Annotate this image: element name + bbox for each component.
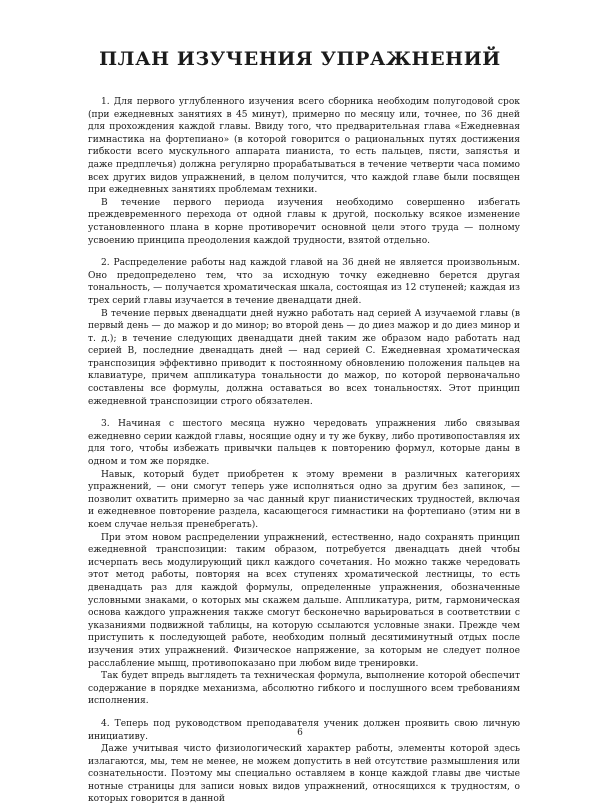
paragraph-3: 2. Распределение работы над каждой главой на 36 дней не является произвольным. Оно предопределено тем, что за исходную точку ежедневно берется другая тональность, — получается хроматическая шкала, состоящая из 12 ступеней; каждая из трех серий главы изучается в течение двенадцати дней. [88, 258, 520, 306]
paragraph-2: В течение первого периода изучения необходимо совершенно избегать преждевременного перехода от одной главы к другой, поскольку всякое изменение установленного плана в корне противоречит основной цели этого труда — полному усвоению принципа преодоления каждой трудности, взятой отдельно. [88, 197, 520, 246]
paragraph-4: В течение первых двенадцати дней нужно работать над серией А изучаемой главы (в первый день — до мажор и до минор; во второй день — до диез мажор и до диез минор и т. д.); в течение следующих двенадцати дней таким же образом надо работать над серией В, последние двенадцать дней — над серией С. Ежедневная хроматическая транспозиция эффективно приводит к постоянному обновлению положения пальцев на клавиатуре, причем аппликатура тональности до мажор, по которой первоначально составлены все формулы, должна оставаться во всех тональностях. Этот принцип ежедневной транспозиции строго обязателен. [88, 308, 520, 407]
paragraph-8: Так будет впредь выглядеть та техническая формула, выполнение которой обеспечит содержание в порядке механизма, абсолютно гибкого и послушного всем требованиям исполнения. [88, 671, 520, 707]
paragraph-9: 4. Теперь под руководством преподавателя ученик должен проявить свою личную инициативу. [88, 718, 520, 742]
paragraph-5: 3. Начиная с шестого месяца нужно чередовать упражнения либо связывая ежедневно серии каждой главы, носящие одну и ту же букву, либо противопоставляя их для того, чтобы избежать привычки пальцев к повторению формул, которые даны в одном и том же порядке. [88, 419, 520, 468]
page-title: ПЛАН ИЗУЧЕНИЯ УПРАЖНЕНИЙ [99, 48, 501, 70]
paragraph-1: 1. Для первого углубленного изучения всего сборника необходим полугодовой срок (при ежедневных занятиях в 45 минут), примерно по месяцу или, точнее, по 36 дней для прохождения каждой главы. Ввиду того, что предварительная глава «Ежедневная гимнастика на фортепиано» (в которой говорится о рациональных путях достижения гибкости всего мускульного аппарата пианиста, то есть пальцев, пясти, запястья и даже предплечья) должна регулярно прорабатываться в течение четверти часа помимо всех других видов упражнений, в целом получится, что каждой главе были посвящен при ежедневных занятиях проблемам техники. [88, 97, 520, 196]
text-body [88, 96, 520, 806]
paragraph-6: Навык, который будет приобретен к этому времени в различных категориях упражнений, — они смогут теперь уже исполняться одно за другим без запинок, — позволит охватить примерно за час данный круг пианистических трудностей, включая и ежедневное повторение раздела, касающегося гимнастики на фортепиано (этим ни в коем случае нельзя пренебрегать). [88, 469, 520, 530]
paragraph-7: При этом новом распределении упражнений, естественно, надо сохранять принцип ежедневной транспозиции: таким образом, потребуется двенадцать дней чтобы исчерпать весь модулирующий цикл каждого сочетания. Но можно также чередовать этот метод работы, повторяя на всех ступенях хроматической лестницы, то есть двенадцать раз для каждой формулы, определенные упражнения, обозначенные условными знаками, о которых мы скажем дальше. Аппликатура, ритм, гармоническая основа каждого упражнения также смогут бесконечно варьироваться в соответствии с указаниями подвижной таблицы, на которую ссылаются условные знаки. Прежде чем приступить к последующей работе, необходим полный десятиминутный отдых после изучения этих упражнений. Физическое напряжение, за которым не следует полное расслабление мышц, противопоказано при любом виде тренировки. [88, 532, 520, 669]
page-number: 6 [297, 728, 303, 738]
paragraph-10: Даже учитывая чисто физиологический характер работы, элементы которой здесь излагаются, мы, тем не менее, не можем допустить в ней отсутствие размышления или сознательности. Поэтому мы специально оставляем в конце каждой главы две чистые нотные страницы для записи новых видов упражнений, относящихся к трудностям, о которых говорится в данной [88, 744, 520, 805]
